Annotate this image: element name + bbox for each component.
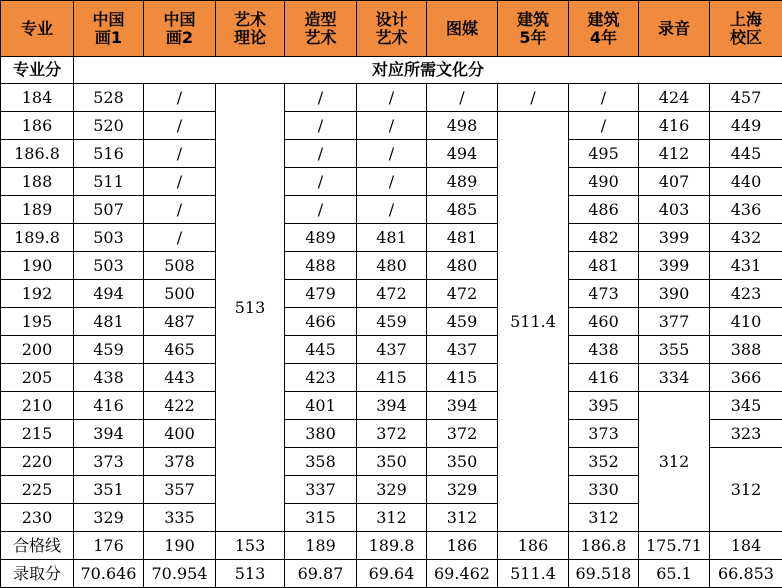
- major-score-cell: 186: [1, 112, 74, 140]
- design-arts-cell: 437: [357, 336, 427, 364]
- design-arts-cell: 312: [357, 504, 427, 532]
- media-cell: 485: [427, 196, 498, 224]
- major-score-cell: 200: [1, 336, 74, 364]
- chinese-painting-2-cell: 465: [144, 336, 216, 364]
- design-arts-cell: 350: [357, 448, 427, 476]
- chinese-painting-1-cell: 416: [74, 392, 144, 420]
- header-media: 图媒: [427, 1, 498, 57]
- major-score-cell: 184: [1, 84, 74, 112]
- plastic-arts-cell: 479: [285, 280, 357, 308]
- header-shanghai-campus: 上海 校区: [710, 1, 782, 57]
- chinese-painting-2-cell: /: [144, 140, 216, 168]
- architecture-4yr-cell: 438: [569, 336, 639, 364]
- passing-line-row-value: 189.8: [357, 532, 427, 560]
- recording-cell: 403: [639, 196, 710, 224]
- chinese-painting-2-cell: /: [144, 112, 216, 140]
- table-row: [1, 224, 782, 252]
- major-score-cell: 190: [1, 252, 74, 280]
- major-score-cell: 220: [1, 448, 74, 476]
- shanghai-campus-cell: 445: [710, 140, 782, 168]
- passing-line-row-value: 184: [710, 532, 782, 560]
- major-score-cell: 210: [1, 392, 74, 420]
- table-row: [1, 140, 782, 168]
- architecture-5yr-cell: /: [498, 84, 569, 112]
- chinese-painting-1-cell: 503: [74, 224, 144, 252]
- admission-score-row-value: 511.4: [498, 560, 569, 588]
- table-row: [1, 168, 782, 196]
- media-cell: 329: [427, 476, 498, 504]
- plastic-arts-cell: /: [285, 112, 357, 140]
- architecture-4yr-cell: 395: [569, 392, 639, 420]
- architecture-4yr-cell: 330: [569, 476, 639, 504]
- plastic-arts-cell: 401: [285, 392, 357, 420]
- media-cell: 489: [427, 168, 498, 196]
- recording-cell: 390: [639, 280, 710, 308]
- chinese-painting-2-cell: 487: [144, 308, 216, 336]
- shanghai-campus-cell: 323: [710, 420, 782, 448]
- chinese-painting-1-cell: 329: [74, 504, 144, 532]
- architecture-4yr-cell: 460: [569, 308, 639, 336]
- chinese-painting-2-cell: /: [144, 196, 216, 224]
- admission-score-row-value: 69.462: [427, 560, 498, 588]
- design-arts-cell: 480: [357, 252, 427, 280]
- shanghai-campus-cell: 423: [710, 280, 782, 308]
- design-arts-cell: /: [357, 196, 427, 224]
- admission-score-row-label: 录取分: [1, 560, 74, 588]
- chinese-painting-2-cell: 400: [144, 420, 216, 448]
- table-row: [1, 252, 782, 280]
- major-score-cell: 192: [1, 280, 74, 308]
- design-arts-cell: 372: [357, 420, 427, 448]
- chinese-painting-1-cell: 351: [74, 476, 144, 504]
- shanghai-campus-cell: 410: [710, 308, 782, 336]
- passing-line-row-value: 190: [144, 532, 216, 560]
- design-arts-cell: 481: [357, 224, 427, 252]
- chinese-painting-1-cell: 459: [74, 336, 144, 364]
- media-cell: /: [427, 84, 498, 112]
- chinese-painting-2-cell: 378: [144, 448, 216, 476]
- recording-cell: 377: [639, 308, 710, 336]
- shanghai-campus-cell: 388: [710, 336, 782, 364]
- media-cell: 312: [427, 504, 498, 532]
- major-score-cell: 186.8: [1, 140, 74, 168]
- shanghai-campus-cell: 432: [710, 224, 782, 252]
- passing-line-row-value: 176: [74, 532, 144, 560]
- design-arts-cell: /: [357, 84, 427, 112]
- recording-cell: 399: [639, 252, 710, 280]
- media-cell: 459: [427, 308, 498, 336]
- chinese-painting-1-cell: 394: [74, 420, 144, 448]
- chinese-painting-2-cell: /: [144, 224, 216, 252]
- chinese-painting-1-cell: 528: [74, 84, 144, 112]
- admission-score-row-value: 69.87: [285, 560, 357, 588]
- plastic-arts-cell: 466: [285, 308, 357, 336]
- admission-score-row-value: 513: [216, 560, 285, 588]
- header-art-theory: 艺术 理论: [216, 1, 285, 57]
- plastic-arts-cell: 489: [285, 224, 357, 252]
- plastic-arts-cell: 488: [285, 252, 357, 280]
- design-arts-cell: 472: [357, 280, 427, 308]
- shanghai-campus-cell: 345: [710, 392, 782, 420]
- major-score-cell: 215: [1, 420, 74, 448]
- major-score-cell: 195: [1, 308, 74, 336]
- subheader-culture-score: 对应所需文化分: [74, 57, 782, 84]
- design-arts-cell: 394: [357, 392, 427, 420]
- architecture-4yr-cell: /: [569, 84, 639, 112]
- header-architecture-5yr: 建筑 5年: [498, 1, 569, 57]
- architecture-4yr-cell: /: [569, 112, 639, 140]
- design-arts-cell: 329: [357, 476, 427, 504]
- table-row: [1, 364, 782, 392]
- recording-cell: 334: [639, 364, 710, 392]
- chinese-painting-1-cell: 373: [74, 448, 144, 476]
- shanghai-campus-cell: 457: [710, 84, 782, 112]
- recording-cell: 399: [639, 224, 710, 252]
- major-score-cell: 230: [1, 504, 74, 532]
- passing-line-row-value: 186: [498, 532, 569, 560]
- architecture-4yr-cell: 481: [569, 252, 639, 280]
- plastic-arts-cell: /: [285, 196, 357, 224]
- design-arts-cell: 415: [357, 364, 427, 392]
- plastic-arts-cell: /: [285, 84, 357, 112]
- admission-score-row-value: 65.1: [639, 560, 710, 588]
- chinese-painting-1-cell: 520: [74, 112, 144, 140]
- header-major: 专业: [1, 1, 74, 57]
- chinese-painting-1-cell: 494: [74, 280, 144, 308]
- chinese-painting-2-cell: /: [144, 84, 216, 112]
- admission-score-row-value: 69.64: [357, 560, 427, 588]
- table-row: [1, 84, 782, 112]
- shanghai-campus-cell: 449: [710, 112, 782, 140]
- major-score-cell: 205: [1, 364, 74, 392]
- architecture-4yr-cell: 486: [569, 196, 639, 224]
- art-theory-merged-cell: 513: [216, 84, 285, 532]
- recording-cell: 416: [639, 112, 710, 140]
- passing-line-row-value: 175.71: [639, 532, 710, 560]
- chinese-painting-1-cell: 511: [74, 168, 144, 196]
- plastic-arts-cell: 358: [285, 448, 357, 476]
- design-arts-cell: /: [357, 168, 427, 196]
- passing-line-row-value: 186.8: [569, 532, 639, 560]
- chinese-painting-1-cell: 516: [74, 140, 144, 168]
- shanghai-campus-cell: 431: [710, 252, 782, 280]
- chinese-painting-2-cell: 443: [144, 364, 216, 392]
- recording-cell: 412: [639, 140, 710, 168]
- media-cell: 415: [427, 364, 498, 392]
- plastic-arts-cell: 423: [285, 364, 357, 392]
- architecture-5yr-merged-cell: 511.4: [498, 112, 569, 532]
- recording-merged-cell: 312: [639, 392, 710, 532]
- subheader-row: [1, 57, 782, 84]
- passing-line-row: [1, 532, 782, 560]
- recording-cell: 424: [639, 84, 710, 112]
- chinese-painting-2-cell: 335: [144, 504, 216, 532]
- admission-score-row: [1, 560, 782, 588]
- passing-line-row-label: 合格线: [1, 532, 74, 560]
- table-row: [1, 280, 782, 308]
- recording-cell: 355: [639, 336, 710, 364]
- major-score-cell: 189: [1, 196, 74, 224]
- shanghai-campus-cell: 436: [710, 196, 782, 224]
- media-cell: 494: [427, 140, 498, 168]
- passing-line-row-value: 186: [427, 532, 498, 560]
- design-arts-cell: /: [357, 140, 427, 168]
- chinese-painting-2-cell: /: [144, 168, 216, 196]
- recording-cell: 407: [639, 168, 710, 196]
- media-cell: 481: [427, 224, 498, 252]
- header-chinese-painting-2: 中国 画2: [144, 1, 216, 57]
- chinese-painting-1-cell: 481: [74, 308, 144, 336]
- media-cell: 480: [427, 252, 498, 280]
- architecture-4yr-cell: 482: [569, 224, 639, 252]
- architecture-4yr-cell: 352: [569, 448, 639, 476]
- architecture-4yr-cell: 490: [569, 168, 639, 196]
- media-cell: 498: [427, 112, 498, 140]
- subheader-major-score: 专业分: [1, 57, 74, 84]
- plastic-arts-cell: 315: [285, 504, 357, 532]
- admission-score-row-value: 66.853: [710, 560, 782, 588]
- architecture-4yr-cell: 495: [569, 140, 639, 168]
- plastic-arts-cell: 380: [285, 420, 357, 448]
- table-row: [1, 392, 782, 420]
- design-arts-cell: /: [357, 112, 427, 140]
- chinese-painting-2-cell: 508: [144, 252, 216, 280]
- shanghai-campus-cell: 440: [710, 168, 782, 196]
- design-arts-cell: 459: [357, 308, 427, 336]
- admission-score-row-value: 69.518: [569, 560, 639, 588]
- header-chinese-painting-1: 中国 画1: [74, 1, 144, 57]
- chinese-painting-1-cell: 507: [74, 196, 144, 224]
- header-recording: 录音: [639, 1, 710, 57]
- table-row: [1, 196, 782, 224]
- header-plastic-arts: 造型 艺术: [285, 1, 357, 57]
- passing-line-row-value: 153: [216, 532, 285, 560]
- plastic-arts-cell: /: [285, 168, 357, 196]
- architecture-4yr-cell: 416: [569, 364, 639, 392]
- plastic-arts-cell: 337: [285, 476, 357, 504]
- table-row: [1, 308, 782, 336]
- chinese-painting-2-cell: 500: [144, 280, 216, 308]
- major-score-cell: 188: [1, 168, 74, 196]
- architecture-4yr-cell: 312: [569, 504, 639, 532]
- media-cell: 472: [427, 280, 498, 308]
- shanghai-campus-merged-cell: 312: [710, 448, 782, 532]
- major-score-cell: 225: [1, 476, 74, 504]
- header-architecture-4yr: 建筑 4年: [569, 1, 639, 57]
- plastic-arts-cell: /: [285, 140, 357, 168]
- admission-score-row-value: 70.954: [144, 560, 216, 588]
- plastic-arts-cell: 445: [285, 336, 357, 364]
- major-score-cell: 189.8: [1, 224, 74, 252]
- header-design-arts: 设计 艺术: [357, 1, 427, 57]
- passing-line-row-value: 189: [285, 532, 357, 560]
- media-cell: 394: [427, 392, 498, 420]
- chinese-painting-1-cell: 503: [74, 252, 144, 280]
- table-row: [1, 112, 782, 140]
- media-cell: 350: [427, 448, 498, 476]
- chinese-painting-2-cell: 357: [144, 476, 216, 504]
- media-cell: 372: [427, 420, 498, 448]
- admission-score-row-value: 70.646: [74, 560, 144, 588]
- table-row: [1, 336, 782, 364]
- chinese-painting-2-cell: 422: [144, 392, 216, 420]
- header-row: [1, 1, 782, 57]
- shanghai-campus-cell: 366: [710, 364, 782, 392]
- chinese-painting-1-cell: 438: [74, 364, 144, 392]
- media-cell: 437: [427, 336, 498, 364]
- architecture-4yr-cell: 373: [569, 420, 639, 448]
- architecture-4yr-cell: 473: [569, 280, 639, 308]
